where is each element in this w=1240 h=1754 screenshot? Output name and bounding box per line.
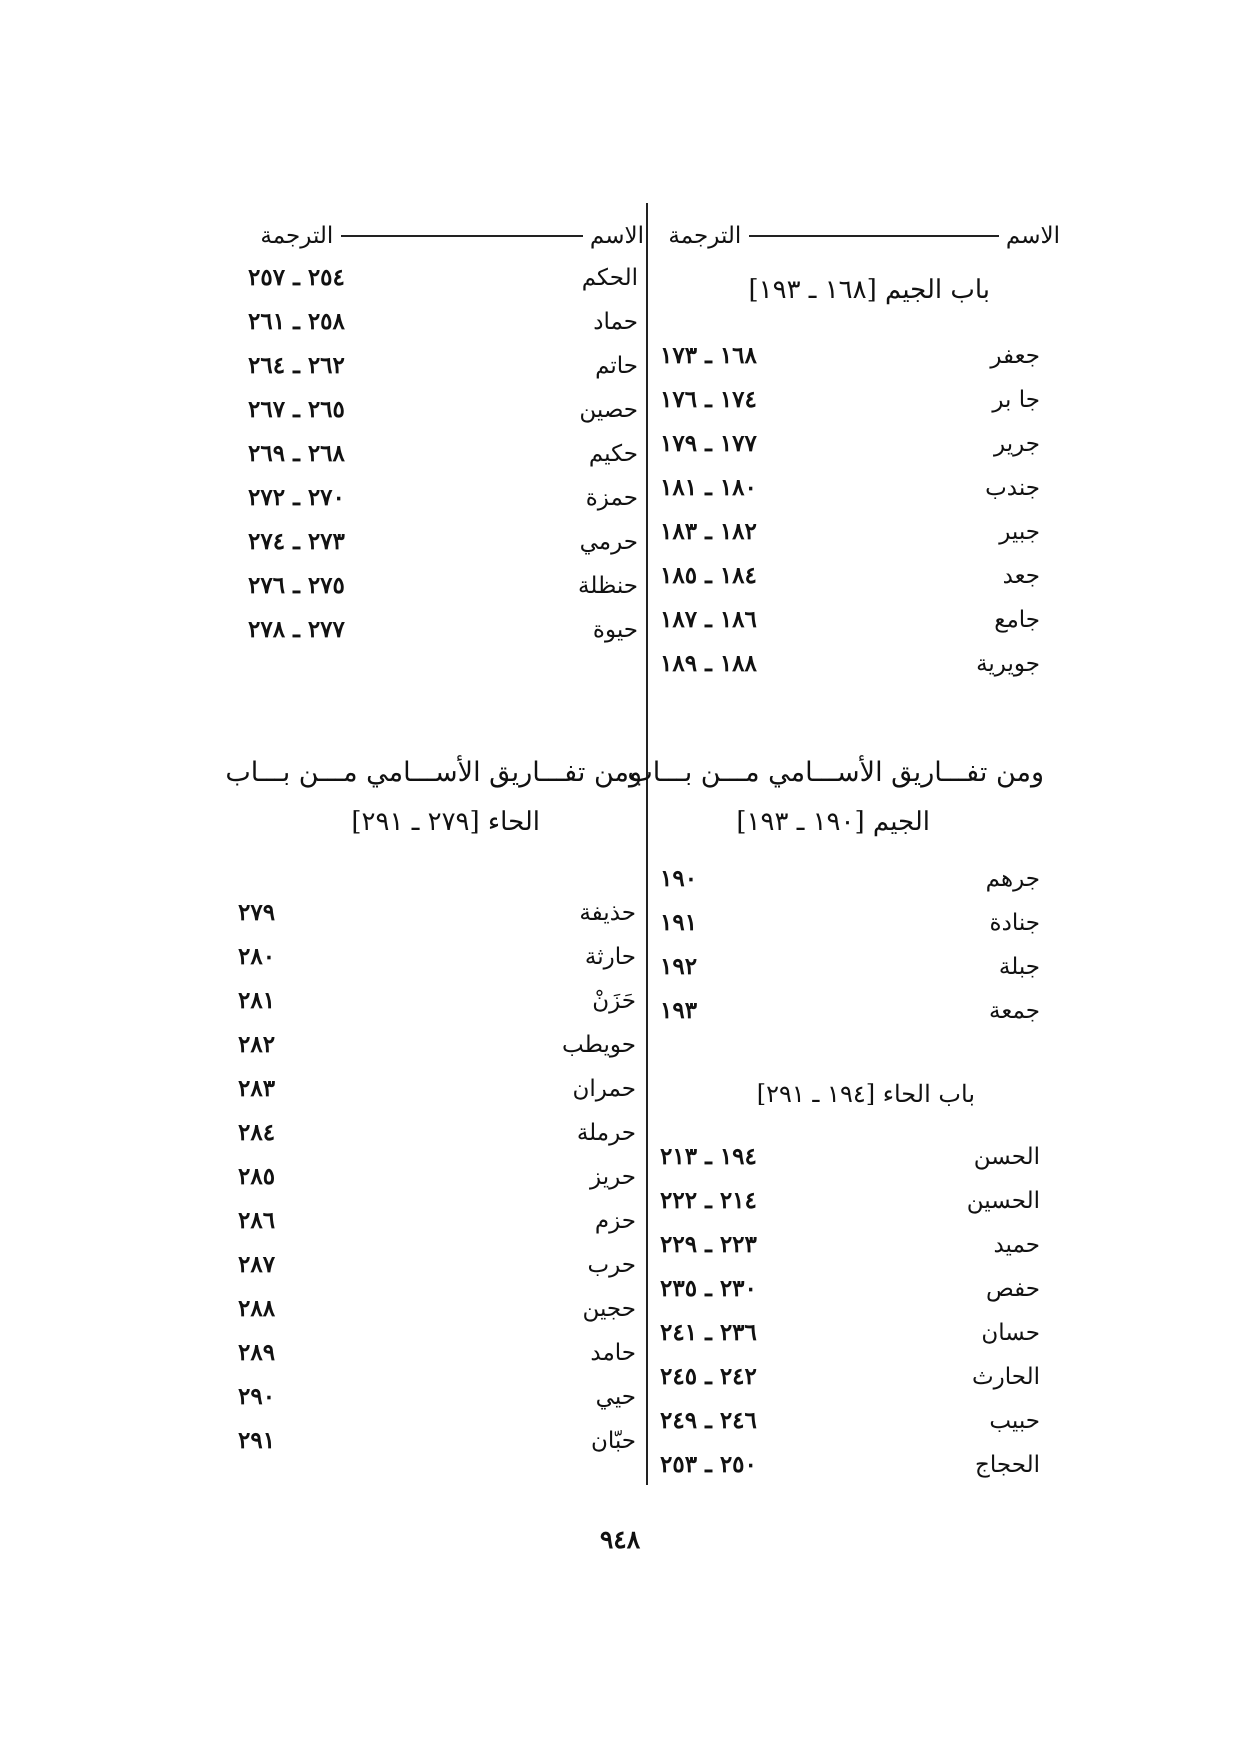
list-item — [238, 1377, 636, 1417]
entry-range: ٢٨٤ — [238, 1119, 276, 1146]
entry-range: ١٧٤ ـ ١٧٦ — [660, 386, 757, 413]
list-item — [660, 644, 1040, 684]
list-item — [248, 522, 638, 562]
entry-name: حسان — [981, 1320, 1040, 1346]
entry-name: جرهم — [985, 866, 1040, 892]
list-item — [660, 424, 1040, 464]
entry-name: حماد — [593, 309, 638, 335]
list-item — [660, 1313, 1040, 1353]
entry-range: ٢٧٣ ـ ٢٧٤ — [248, 528, 345, 555]
entry-name: حامد — [590, 1340, 636, 1366]
list-item — [238, 937, 636, 977]
entry-name: حكيم — [588, 441, 638, 467]
list-item — [238, 1025, 636, 1065]
entry-name: الحكم — [581, 265, 638, 291]
entry-range: ٢٧٠ ـ ٢٧٢ — [248, 484, 345, 511]
entry-range: ٢٨١ — [238, 987, 276, 1014]
header-entry-label: الترجمة — [260, 223, 334, 249]
entry-name: جنادة — [989, 910, 1040, 936]
entry-range: ٢٦٥ ـ ٢٦٧ — [248, 396, 345, 423]
list-item — [660, 991, 1040, 1031]
list-item — [238, 1201, 636, 1241]
entry-range: ٢٧٥ ـ ٢٧٦ — [248, 572, 345, 599]
entry-name: حَزَنْ — [592, 988, 636, 1014]
entry-name: الحارث — [971, 1364, 1040, 1390]
entry-range: ٢٣٦ ـ ٢٤١ — [660, 1319, 757, 1346]
entry-name: حصين — [579, 397, 638, 423]
entry-range: ١٩٢ — [660, 953, 698, 980]
entry-range: ٢٩١ — [238, 1427, 276, 1454]
list-item — [248, 478, 638, 518]
entry-name: جعفر — [990, 343, 1040, 369]
entry-range: ٢٨٢ — [238, 1031, 276, 1058]
list-item — [660, 556, 1040, 596]
section-title-ha: باب الحاء [١٩٤ ـ ٢٩١] — [756, 1080, 975, 1108]
list-item — [660, 903, 1040, 943]
entry-name: الحسين — [966, 1188, 1040, 1214]
entry-name: حريز — [590, 1164, 636, 1190]
list-item — [660, 947, 1040, 987]
entry-name: حرب — [587, 1252, 636, 1278]
header-rule — [749, 235, 999, 237]
list-item — [660, 512, 1040, 552]
entry-name: حمزة — [585, 485, 638, 511]
entry-range: ٢١٤ ـ ٢٢٢ — [660, 1187, 757, 1214]
list-item — [248, 302, 638, 342]
list-item — [660, 1225, 1040, 1265]
entry-name: الحسن — [973, 1144, 1040, 1170]
entry-name: جندب — [985, 475, 1040, 501]
list-item — [238, 1245, 636, 1285]
entry-range: ١٨٨ ـ ١٨٩ — [660, 650, 757, 677]
entry-range: ٢٨٠ — [238, 943, 276, 970]
section-title-jim-misc-line2: الجيم [١٩٠ ـ ١٩٣] — [736, 807, 930, 837]
list-item — [660, 1137, 1040, 1177]
entry-name: الحجاج — [975, 1452, 1040, 1478]
entry-name: حمران — [572, 1076, 636, 1102]
list-item — [238, 1157, 636, 1197]
list-item — [660, 336, 1040, 376]
entry-range: ١٨٢ ـ ١٨٣ — [660, 518, 757, 545]
entry-range: ٢٤٢ ـ ٢٤٥ — [660, 1363, 757, 1390]
entry-name: حزم — [594, 1208, 636, 1234]
page-number: ٩٤٨ — [599, 1525, 641, 1554]
list-item — [248, 390, 638, 430]
list-item — [660, 1401, 1040, 1441]
list-item — [238, 1069, 636, 1109]
list-item — [238, 1113, 636, 1153]
entry-range: ٢٥٨ ـ ٢٦١ — [248, 308, 345, 335]
list-item — [248, 566, 638, 606]
entry-range: ٢٦٢ ـ ٢٦٤ — [248, 352, 345, 379]
entry-name: حبّان — [590, 1428, 636, 1454]
entry-name: حبيب — [989, 1408, 1040, 1434]
list-item — [238, 1421, 636, 1461]
entry-name: حرمي — [579, 529, 638, 555]
entry-range: ٢٤٦ ـ ٢٤٩ — [660, 1407, 757, 1434]
list-item — [248, 610, 638, 650]
entry-range: ٢٨٨ — [238, 1295, 276, 1322]
entry-range: ٢٨٧ — [238, 1251, 276, 1278]
entry-range: ٢٣٠ ـ ٢٣٥ — [660, 1275, 757, 1302]
entry-range: ٢٢٣ ـ ٢٢٩ — [660, 1231, 757, 1258]
entry-name: حجين — [582, 1296, 636, 1322]
entry-name: جا بر — [992, 387, 1040, 413]
right-column-header — [656, 222, 1060, 256]
list-item — [660, 859, 1040, 899]
list-item — [238, 1333, 636, 1373]
entry-name: حذيفة — [579, 900, 636, 926]
entry-range: ١٩٠ — [660, 865, 698, 892]
list-item — [660, 1181, 1040, 1221]
list-item — [660, 1269, 1040, 1309]
entry-name: جامع — [994, 607, 1040, 633]
entry-range: ٢٨٣ — [238, 1075, 276, 1102]
entry-range: ١٨٤ ـ ١٨٥ — [660, 562, 757, 589]
entry-name: حيوة — [592, 617, 638, 643]
entry-range: ١٧٧ ـ ١٧٩ — [660, 430, 757, 457]
entry-name: جبلة — [998, 954, 1040, 980]
entry-name: حفص — [985, 1276, 1040, 1302]
entry-range: ٢٥٤ ـ ٢٥٧ — [248, 264, 345, 291]
list-item — [660, 1445, 1040, 1485]
entry-name: حيي — [595, 1384, 636, 1410]
list-item — [660, 600, 1040, 640]
entry-range: ٢٨٦ — [238, 1207, 276, 1234]
entry-name: جبير — [999, 519, 1040, 545]
section-title-ha-misc-line1: ومن تفـــاريق الأســـامي مـــن بـــاب — [225, 757, 642, 788]
header-rule — [341, 235, 583, 237]
entry-name: جعد — [1002, 563, 1040, 589]
entry-name: جويرية — [976, 651, 1040, 677]
entry-range: ٢٨٥ — [238, 1163, 276, 1190]
list-item — [248, 346, 638, 386]
entry-range: ١٨٠ ـ ١٨١ — [660, 474, 757, 501]
list-item — [660, 380, 1040, 420]
section-title-ha-misc-line2: الحاء [٢٧٩ ـ ٢٩١] — [351, 807, 540, 837]
entry-name: جمعة — [989, 998, 1040, 1024]
header-name-label: الاسم — [589, 223, 644, 249]
entry-name: حرملة — [576, 1120, 636, 1146]
entry-name: حارثة — [584, 944, 636, 970]
entry-range: ١٩٣ — [660, 997, 698, 1024]
entry-name: حاتم — [595, 353, 638, 379]
entry-range: ٢٥٠ ـ ٢٥٣ — [660, 1451, 757, 1478]
left-column-header — [246, 222, 644, 256]
section-title-jim: باب الجيم [١٦٨ ـ ١٩٣] — [748, 275, 990, 305]
entry-name: حنظلة — [578, 573, 638, 599]
entry-range: ٢٩٠ — [238, 1383, 276, 1410]
entry-range: ١٩١ — [660, 909, 698, 936]
entry-name: حويطب — [562, 1032, 636, 1058]
list-item — [238, 893, 636, 933]
entry-range: ٢٨٩ — [238, 1339, 276, 1366]
list-item — [248, 434, 638, 474]
entry-range: ١٩٤ ـ ٢١٣ — [660, 1143, 757, 1170]
list-item — [248, 258, 638, 298]
list-item — [660, 1357, 1040, 1397]
column-divider — [646, 203, 648, 1485]
entry-range: ٢٧٩ — [238, 899, 276, 926]
section-title-jim-misc-line1: ومن تفـــاريق الأســـامي مـــن بـــاب — [627, 757, 1044, 788]
entry-name: جرير — [994, 431, 1040, 457]
entry-range: ٢٦٨ ـ ٢٦٩ — [248, 440, 345, 467]
header-name-label: الاسم — [1005, 223, 1060, 249]
entry-range: ١٦٨ ـ ١٧٣ — [660, 342, 757, 369]
entry-name: حميد — [993, 1232, 1040, 1258]
list-item — [238, 981, 636, 1021]
entry-range: ١٨٦ ـ ١٨٧ — [660, 606, 757, 633]
header-entry-label: الترجمة — [668, 223, 742, 249]
entry-range: ٢٧٧ ـ ٢٧٨ — [248, 616, 345, 643]
list-item — [660, 468, 1040, 508]
list-item — [238, 1289, 636, 1329]
